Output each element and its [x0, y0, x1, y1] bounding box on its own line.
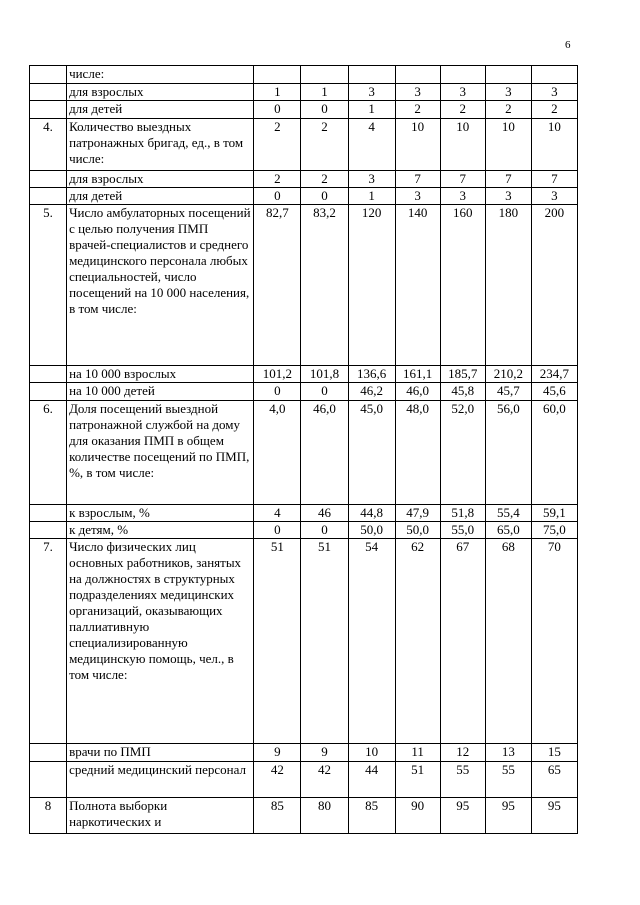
row-number: 5. [30, 205, 67, 366]
value-cell: 68 [485, 539, 531, 744]
value-cell: 2 [254, 171, 301, 188]
row-description: числе: [67, 66, 254, 84]
value-cell [254, 66, 301, 84]
page-number: 6 [565, 39, 571, 51]
table-row [30, 383, 578, 401]
value-cell: 1 [254, 84, 301, 101]
value-cell [348, 66, 395, 84]
value-cell: 10 [395, 119, 440, 171]
value-cell: 3 [440, 84, 485, 101]
value-cell: 42 [301, 762, 348, 798]
value-cell: 50,0 [348, 522, 395, 539]
value-cell: 185,7 [440, 366, 485, 383]
row-description: на 10 000 взрослых [67, 366, 254, 383]
value-cell: 7 [531, 171, 577, 188]
value-cell: 4,0 [254, 401, 301, 505]
value-cell: 83,2 [301, 205, 348, 366]
value-cell: 140 [395, 205, 440, 366]
row-description: для детей [67, 188, 254, 205]
row-number [30, 84, 67, 101]
value-cell: 3 [440, 188, 485, 205]
row-number [30, 188, 67, 205]
table-row [30, 744, 578, 762]
value-cell: 95 [531, 798, 577, 834]
value-cell [485, 66, 531, 84]
value-cell: 10 [348, 744, 395, 762]
value-cell: 82,7 [254, 205, 301, 366]
row-number [30, 762, 67, 798]
value-cell: 67 [440, 539, 485, 744]
table-row [30, 171, 578, 188]
value-cell: 10 [440, 119, 485, 171]
value-cell: 52,0 [440, 401, 485, 505]
value-cell: 59,1 [531, 505, 577, 522]
value-cell: 46,0 [301, 401, 348, 505]
value-cell: 9 [254, 744, 301, 762]
value-cell: 42 [254, 762, 301, 798]
value-cell: 55,4 [485, 505, 531, 522]
value-cell: 45,8 [440, 383, 485, 401]
row-description: Количество выездных патронажных бригад, ед., в том числе: [67, 119, 254, 171]
value-cell: 1 [301, 84, 348, 101]
value-cell: 45,7 [485, 383, 531, 401]
table-row [30, 505, 578, 522]
value-cell: 0 [301, 188, 348, 205]
value-cell: 7 [395, 171, 440, 188]
value-cell: 0 [254, 522, 301, 539]
value-cell: 0 [254, 188, 301, 205]
value-cell: 160 [440, 205, 485, 366]
value-cell: 0 [301, 383, 348, 401]
value-cell: 7 [485, 171, 531, 188]
value-cell: 3 [395, 84, 440, 101]
value-cell: 46 [301, 505, 348, 522]
value-cell: 44 [348, 762, 395, 798]
value-cell: 3 [485, 188, 531, 205]
value-cell: 46,0 [395, 383, 440, 401]
value-cell: 47,9 [395, 505, 440, 522]
value-cell: 13 [485, 744, 531, 762]
value-cell: 70 [531, 539, 577, 744]
value-cell: 45,6 [531, 383, 577, 401]
row-number [30, 383, 67, 401]
row-number [30, 66, 67, 84]
value-cell: 1 [348, 101, 395, 119]
row-number [30, 171, 67, 188]
value-cell: 56,0 [485, 401, 531, 505]
value-cell: 10 [485, 119, 531, 171]
table-row [30, 798, 578, 834]
row-number [30, 522, 67, 539]
row-description: Число физических лиц основных работников, занятых на должностях в структурных подразделениях медицинских организаций, оказывающих паллиативную специализированную медицинскую помощь, чел., в том числе: [67, 539, 254, 744]
value-cell: 75,0 [531, 522, 577, 539]
row-description: для детей [67, 101, 254, 119]
value-cell: 3 [348, 84, 395, 101]
value-cell: 12 [440, 744, 485, 762]
value-cell: 161,1 [395, 366, 440, 383]
table-row [30, 84, 578, 101]
value-cell: 45,0 [348, 401, 395, 505]
value-cell: 3 [395, 188, 440, 205]
row-number: 6. [30, 401, 67, 505]
table-row [30, 522, 578, 539]
value-cell: 2 [440, 101, 485, 119]
value-cell: 3 [348, 171, 395, 188]
value-cell: 65 [531, 762, 577, 798]
value-cell: 101,2 [254, 366, 301, 383]
row-number [30, 744, 67, 762]
row-number: 7. [30, 539, 67, 744]
row-number: 4. [30, 119, 67, 171]
row-description: Доля посещений выездной патронажной службой на дому для оказания ПМП в общем количестве посещений по ПМП, %, в том числе: [67, 401, 254, 505]
value-cell [531, 66, 577, 84]
value-cell: 11 [395, 744, 440, 762]
value-cell: 3 [531, 188, 577, 205]
value-cell: 46,2 [348, 383, 395, 401]
value-cell: 2 [395, 101, 440, 119]
row-number [30, 505, 67, 522]
table-row [30, 66, 578, 84]
value-cell: 0 [254, 383, 301, 401]
table-row [30, 366, 578, 383]
value-cell: 2 [254, 119, 301, 171]
value-cell: 85 [254, 798, 301, 834]
row-description: для взрослых [67, 84, 254, 101]
value-cell: 120 [348, 205, 395, 366]
value-cell: 54 [348, 539, 395, 744]
value-cell: 95 [440, 798, 485, 834]
value-cell: 136,6 [348, 366, 395, 383]
value-cell: 3 [531, 84, 577, 101]
value-cell: 85 [348, 798, 395, 834]
value-cell: 55,0 [440, 522, 485, 539]
value-cell: 0 [301, 101, 348, 119]
value-cell [440, 66, 485, 84]
value-cell: 0 [254, 101, 301, 119]
value-cell: 80 [301, 798, 348, 834]
table-body [30, 66, 578, 834]
value-cell: 90 [395, 798, 440, 834]
table-row [30, 101, 578, 119]
value-cell: 95 [485, 798, 531, 834]
row-number: 8 [30, 798, 67, 834]
value-cell [301, 66, 348, 84]
value-cell [395, 66, 440, 84]
row-description: Полнота выборки наркотических и [67, 798, 254, 834]
value-cell: 50,0 [395, 522, 440, 539]
value-cell: 2 [531, 101, 577, 119]
value-cell: 210,2 [485, 366, 531, 383]
value-cell: 51 [301, 539, 348, 744]
value-cell: 62 [395, 539, 440, 744]
value-cell: 51 [395, 762, 440, 798]
value-cell: 101,8 [301, 366, 348, 383]
row-description: для взрослых [67, 171, 254, 188]
row-number [30, 101, 67, 119]
value-cell: 4 [348, 119, 395, 171]
value-cell: 7 [440, 171, 485, 188]
value-cell: 48,0 [395, 401, 440, 505]
row-description: врачи по ПМП [67, 744, 254, 762]
value-cell: 2 [301, 119, 348, 171]
indicators-table [29, 65, 578, 834]
value-cell: 1 [348, 188, 395, 205]
value-cell: 55 [440, 762, 485, 798]
table-row [30, 539, 578, 744]
value-cell: 44,8 [348, 505, 395, 522]
value-cell: 3 [485, 84, 531, 101]
row-description: к взрослым, % [67, 505, 254, 522]
value-cell: 180 [485, 205, 531, 366]
table-row [30, 401, 578, 505]
value-cell: 51 [254, 539, 301, 744]
row-number [30, 366, 67, 383]
row-description: на 10 000 детей [67, 383, 254, 401]
table-row [30, 205, 578, 366]
value-cell: 10 [531, 119, 577, 171]
value-cell: 2 [485, 101, 531, 119]
table-row [30, 762, 578, 798]
row-description: средний медицинский персонал [67, 762, 254, 798]
row-description: к детям, % [67, 522, 254, 539]
value-cell: 60,0 [531, 401, 577, 505]
value-cell: 234,7 [531, 366, 577, 383]
table-row [30, 188, 578, 205]
value-cell: 15 [531, 744, 577, 762]
value-cell: 0 [301, 522, 348, 539]
table-row [30, 119, 578, 171]
value-cell: 51,8 [440, 505, 485, 522]
value-cell: 200 [531, 205, 577, 366]
row-description: Число амбулаторных посещений с целью получения ПМП врачей-специалистов и среднего медицинского персонала любых специальностей, число посещений на 10 000 населения, в том числе: [67, 205, 254, 366]
value-cell: 4 [254, 505, 301, 522]
value-cell: 55 [485, 762, 531, 798]
value-cell: 2 [301, 171, 348, 188]
value-cell: 9 [301, 744, 348, 762]
value-cell: 65,0 [485, 522, 531, 539]
